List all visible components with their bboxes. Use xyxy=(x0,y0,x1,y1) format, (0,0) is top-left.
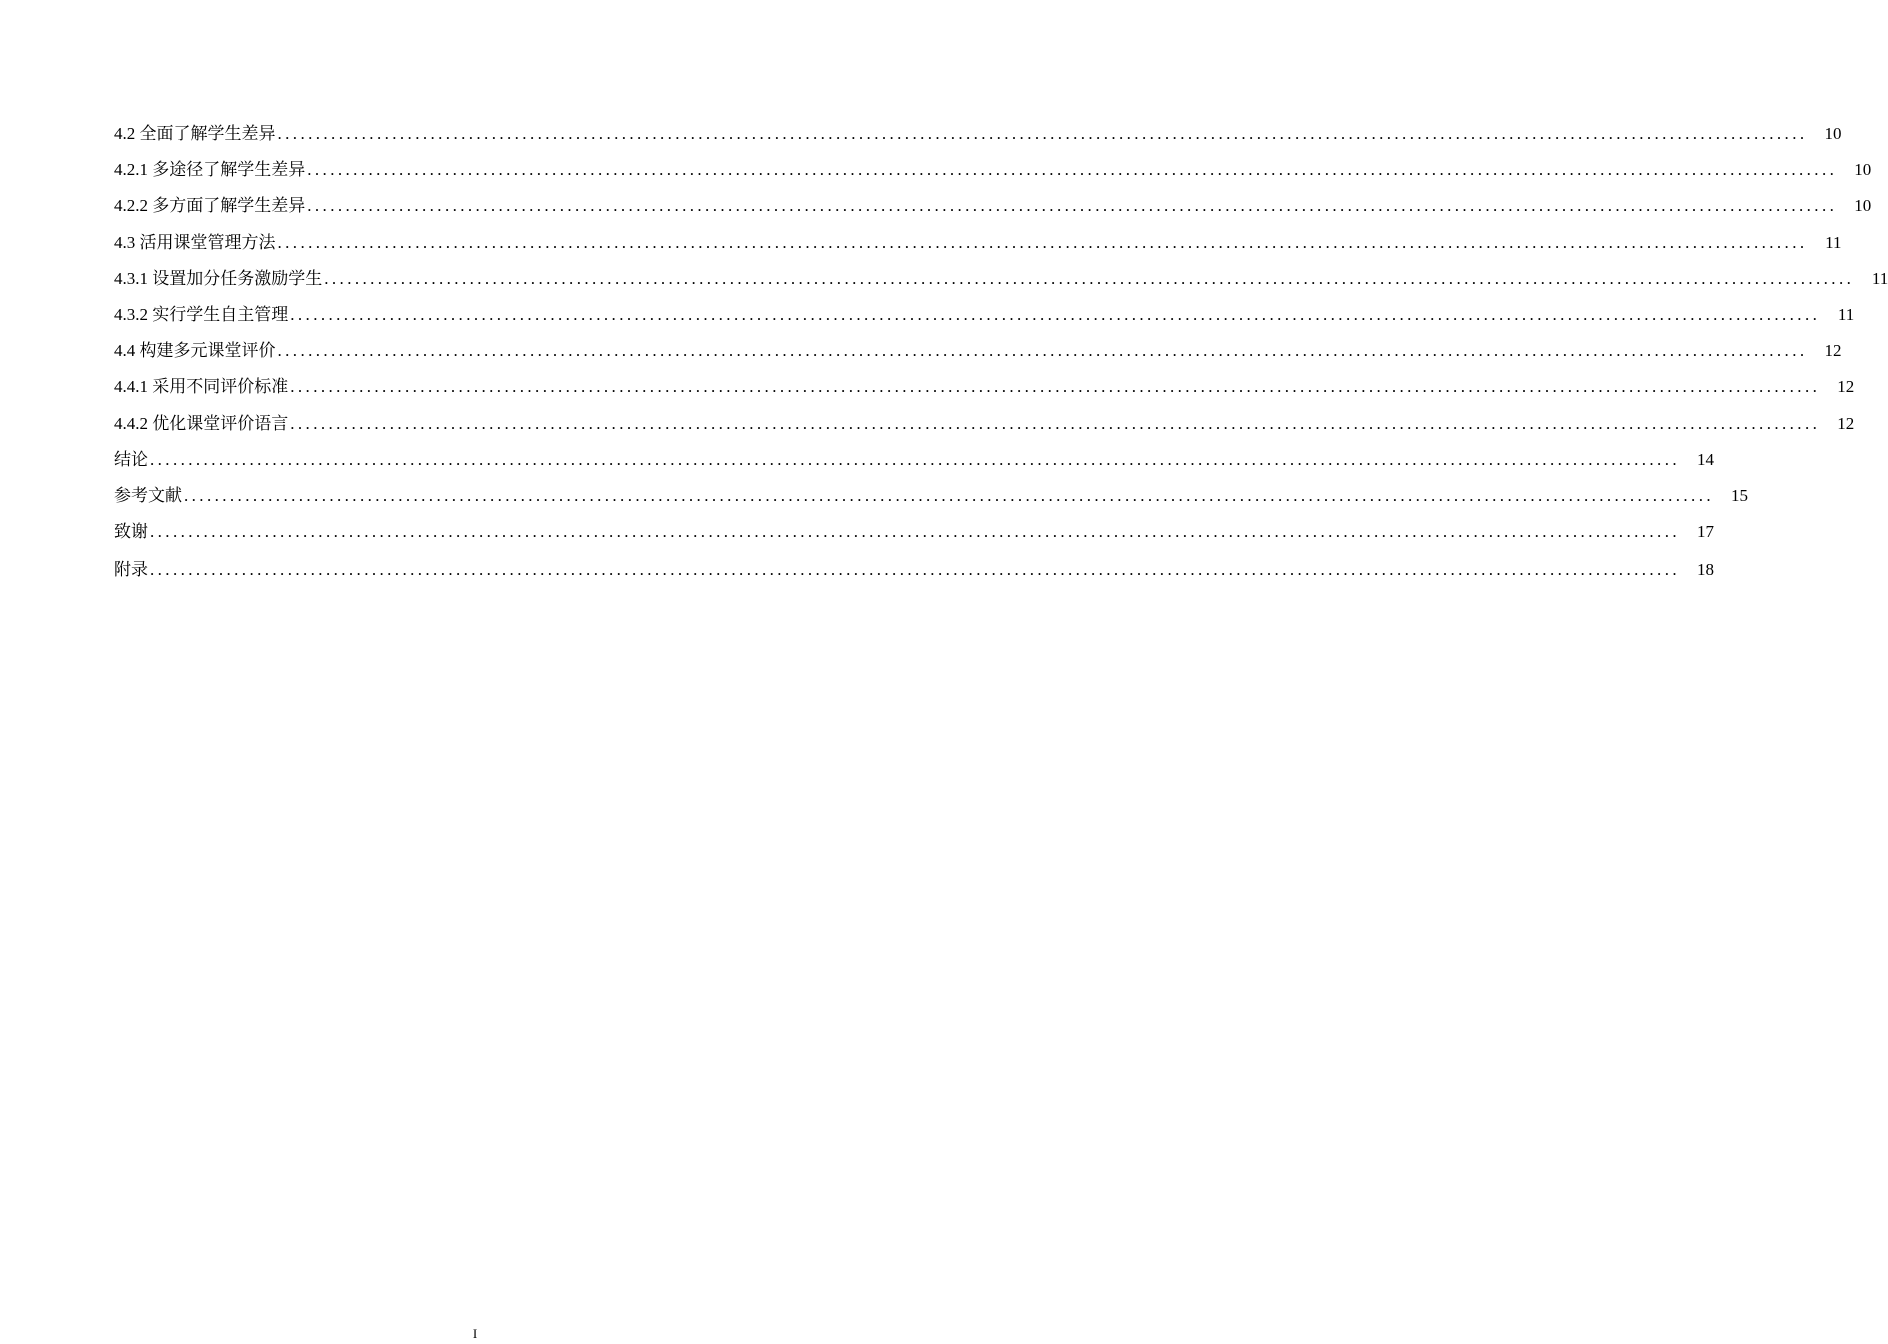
toc-entry[interactable] xyxy=(114,478,1748,514)
toc-entry-page: 12 xyxy=(1837,377,1855,397)
toc-entry-title: 4.4.1 采用不同评价标准 xyxy=(114,377,289,397)
toc-entry-title: 4.2.1 多途径了解学生差异 xyxy=(114,160,306,180)
toc-entry-title: 4.2 全面了解学生差异 xyxy=(114,124,276,143)
toc-entry-page: 11 xyxy=(1825,232,1842,252)
page-number: I xyxy=(472,1326,478,1341)
toc-entry[interactable] xyxy=(114,514,1714,552)
toc-entry-page: 11 xyxy=(1871,268,1888,288)
toc-entry-title: 4.3 活用课堂管理方法 xyxy=(114,232,276,252)
toc-entry-title: 4.3.1 设置加分任务激励学生 xyxy=(114,268,323,288)
toc-entry[interactable] xyxy=(114,406,1855,442)
toc-dot-leader: ........................................................................................................................................................................................................ xyxy=(150,449,1680,469)
toc-dot-leader: ........................................................................................................................................................................................................ xyxy=(290,413,1821,433)
toc-entry-page: 12 xyxy=(1824,341,1842,361)
toc-entry-title: 附录 xyxy=(114,560,148,580)
toc-entry[interactable] xyxy=(114,442,1714,478)
toc-entry[interactable] xyxy=(114,552,1714,588)
toc-entry-page: 15 xyxy=(1731,485,1748,505)
toc-dot-leader: ........................................................................................................................................................................................................ xyxy=(324,268,1855,288)
toc-entry[interactable] xyxy=(114,152,1872,188)
toc-dot-leader: ........................................................................................................................................................................................................ xyxy=(277,341,1808,361)
toc-entry-title: 4.4 构建多元课堂评价 xyxy=(114,341,276,361)
toc-entry[interactable] xyxy=(114,225,1842,261)
toc-entry-page: 10 xyxy=(1854,160,1872,180)
toc-entry-page: 14 xyxy=(1697,449,1714,469)
toc-entry-title: 4.2.2 多方面了解学生差异 xyxy=(114,196,306,216)
toc-entry-page: 18 xyxy=(1697,560,1714,580)
toc-entry[interactable] xyxy=(114,116,1842,152)
toc-entry-title: 结论 xyxy=(114,449,148,469)
toc-dot-leader: ........................................................................................................................................................................................................ xyxy=(150,560,1680,580)
toc-dot-leader: ........................................................................................................................................................................................................ xyxy=(277,232,1808,252)
toc-dot-leader: ........................................................................................................................................................................................................ xyxy=(184,485,1714,505)
toc-dot-leader: ........................................................................................................................................................................................................ xyxy=(290,377,1821,397)
toc-entry-title: 致谢 xyxy=(114,522,148,542)
toc-entry-page: 11 xyxy=(1837,304,1855,324)
toc-entry-page: 12 xyxy=(1837,413,1855,433)
toc-entry-page: 10 xyxy=(1854,196,1872,216)
toc-entry-title: 参考文献 xyxy=(114,485,182,505)
toc-entry[interactable] xyxy=(114,369,1855,405)
toc-entry[interactable] xyxy=(114,188,1872,224)
toc-dot-leader: ........................................................................................................................................................................................................ xyxy=(277,124,1808,143)
toc-entry-page: 10 xyxy=(1824,124,1842,143)
toc-entry-page: 17 xyxy=(1697,522,1714,542)
toc-dot-leader: ........................................................................................................................................................................................................ xyxy=(150,522,1680,542)
toc-entry-title: 4.4.2 优化课堂评价语言 xyxy=(114,413,289,433)
toc-entry-title: 4.3.2 实行学生自主管理 xyxy=(114,304,289,324)
toc-entry[interactable] xyxy=(114,297,1855,333)
toc-entry[interactable] xyxy=(114,333,1842,369)
table-of-contents xyxy=(114,116,1888,588)
toc-dot-leader: ........................................................................................................................................................................................................ xyxy=(290,304,1821,324)
toc-entry[interactable] xyxy=(114,261,1888,297)
toc-dot-leader: ........................................................................................................................................................................................................ xyxy=(307,160,1838,180)
toc-dot-leader: ........................................................................................................................................................................................................ xyxy=(307,196,1838,216)
